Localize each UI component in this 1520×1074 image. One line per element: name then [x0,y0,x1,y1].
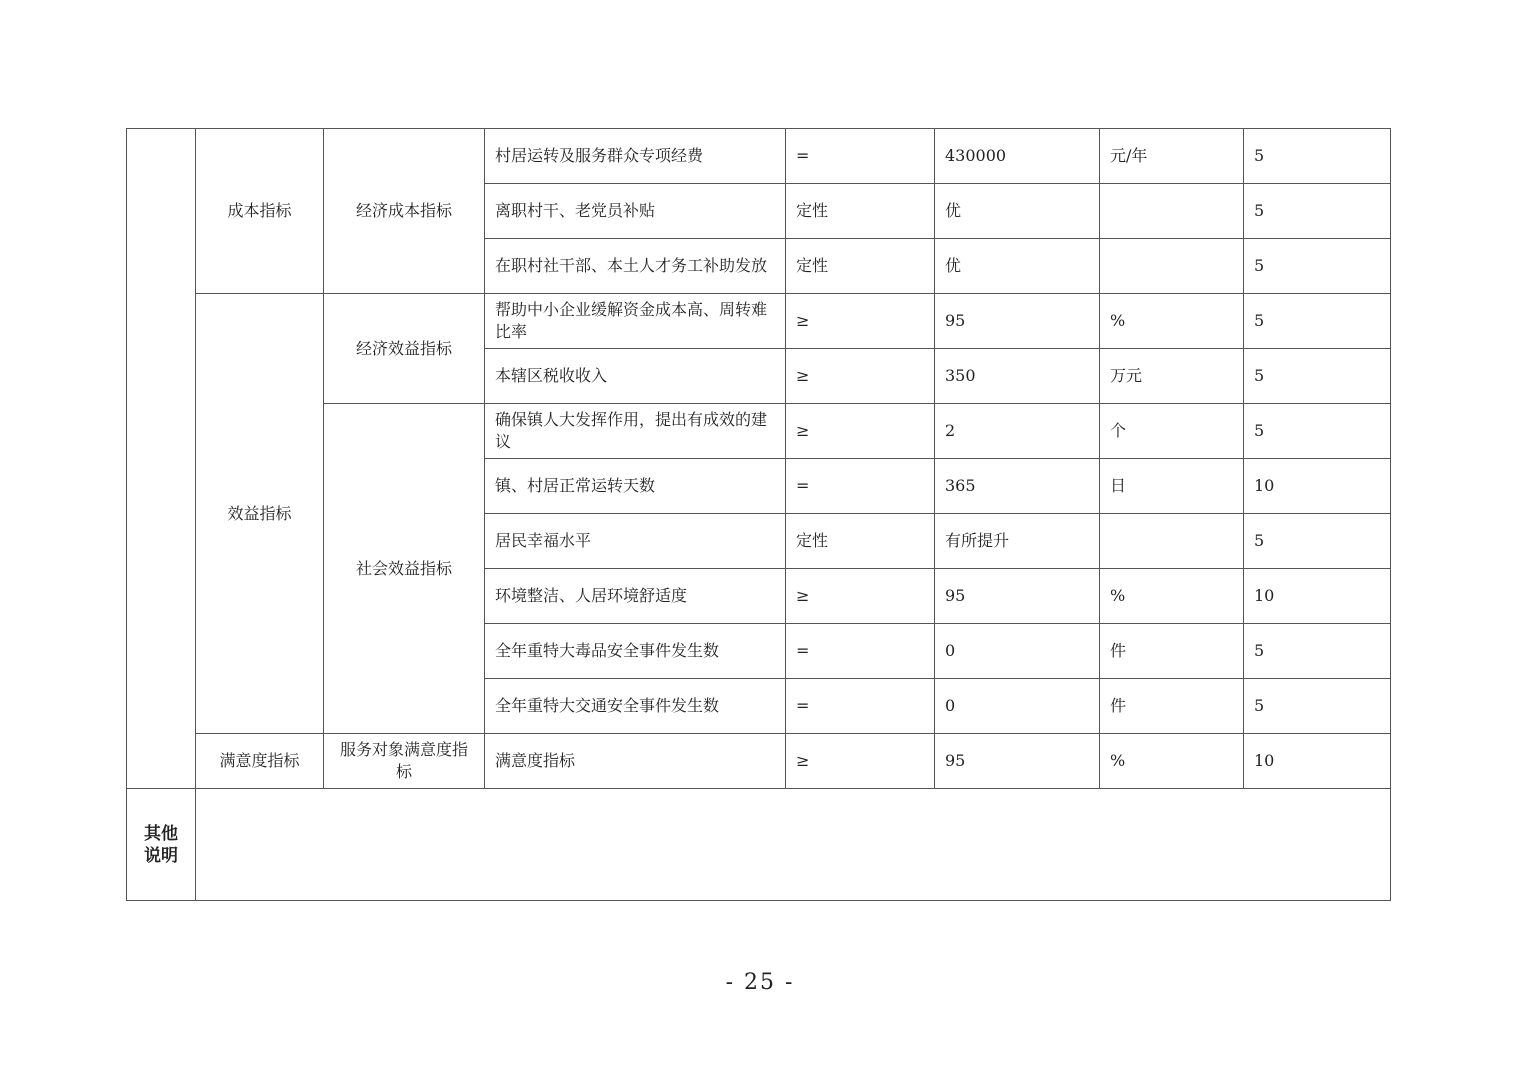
indicator-value: 95 [935,569,1100,624]
indicator-unit: 日 [1100,459,1244,514]
level3-social-benefit: 社会效益指标 [324,404,485,734]
indicator-value: 优 [935,184,1100,239]
indicator-unit: % [1100,569,1244,624]
level2-benefit: 效益指标 [196,294,324,734]
indicator-name: 在职村社干部、本土人才务工补助发放 [485,239,786,294]
indicator-weight: 5 [1244,239,1391,294]
indicator-unit [1100,184,1244,239]
level2-cost: 成本指标 [196,129,324,294]
indicator-name: 环境整洁、人居环境舒适度 [485,569,786,624]
indicator-name: 全年重特大交通安全事件发生数 [485,679,786,734]
level3-economic-cost: 经济成本指标 [324,129,485,294]
indicator-value: 350 [935,349,1100,404]
notes-label-line2: 说明 [144,845,178,866]
indicator-unit: 元/年 [1100,129,1244,184]
indicator-unit: % [1100,734,1244,789]
indicator-name: 帮助中小企业缓解资金成本高、周转难比率 [485,294,786,349]
indicator-weight: 5 [1244,349,1391,404]
indicator-operator: ≥ [786,294,935,349]
indicator-name: 村居运转及服务群众专项经费 [485,129,786,184]
performance-indicator-table [126,128,1391,901]
indicator-value: 2 [935,404,1100,459]
indicator-name: 满意度指标 [485,734,786,789]
indicator-operator: 定性 [786,239,935,294]
indicator-operator: ≥ [786,734,935,789]
indicator-value: 优 [935,239,1100,294]
indicator-unit: % [1100,294,1244,349]
indicator-operator: 定性 [786,514,935,569]
indicator-name: 居民幸福水平 [485,514,786,569]
indicator-operator: = [786,679,935,734]
indicator-weight: 10 [1244,459,1391,514]
indicator-operator: = [786,459,935,514]
page-number: - 25 - [725,970,795,995]
indicator-operator: ≥ [786,404,935,459]
indicator-operator: = [786,624,935,679]
indicator-weight: 5 [1244,129,1391,184]
indicator-value: 365 [935,459,1100,514]
level3-service-satisfaction: 服务对象满意度指标 [324,734,485,789]
indicator-name: 镇、村居正常运转天数 [485,459,786,514]
indicator-value: 有所提升 [935,514,1100,569]
indicator-unit: 件 [1100,624,1244,679]
indicator-weight: 5 [1244,404,1391,459]
indicator-operator: ≥ [786,569,935,624]
level1-cell-blank [127,129,196,789]
indicator-operator: ≥ [786,349,935,404]
indicator-unit: 件 [1100,679,1244,734]
indicator-weight: 5 [1244,514,1391,569]
indicator-value: 430000 [935,129,1100,184]
indicator-value: 0 [935,624,1100,679]
indicator-name: 确保镇人大发挥作用，提出有成效的建议 [485,404,786,459]
indicator-unit [1100,514,1244,569]
indicator-weight: 5 [1244,624,1391,679]
indicator-name: 全年重特大毒品安全事件发生数 [485,624,786,679]
indicator-operator: = [786,129,935,184]
level2-satisfaction: 满意度指标 [196,734,324,789]
indicator-weight: 10 [1244,734,1391,789]
level3-economic-benefit: 经济效益指标 [324,294,485,404]
table-row [127,294,1391,349]
notes-row [127,789,1391,901]
indicator-name: 离职村干、老党员补贴 [485,184,786,239]
indicator-name: 本辖区税收收入 [485,349,786,404]
notes-label [127,789,196,901]
indicator-weight: 5 [1244,294,1391,349]
indicator-unit: 万元 [1100,349,1244,404]
indicator-unit: 个 [1100,404,1244,459]
indicator-value: 95 [935,294,1100,349]
notes-content [196,789,1391,901]
indicator-value: 0 [935,679,1100,734]
indicator-unit [1100,239,1244,294]
indicator-weight: 5 [1244,184,1391,239]
table-row [127,129,1391,184]
indicator-value: 95 [935,734,1100,789]
notes-label-line1: 其他 [144,823,178,844]
indicator-operator: 定性 [786,184,935,239]
table-row [127,734,1391,789]
indicator-weight: 5 [1244,679,1391,734]
indicator-weight: 10 [1244,569,1391,624]
